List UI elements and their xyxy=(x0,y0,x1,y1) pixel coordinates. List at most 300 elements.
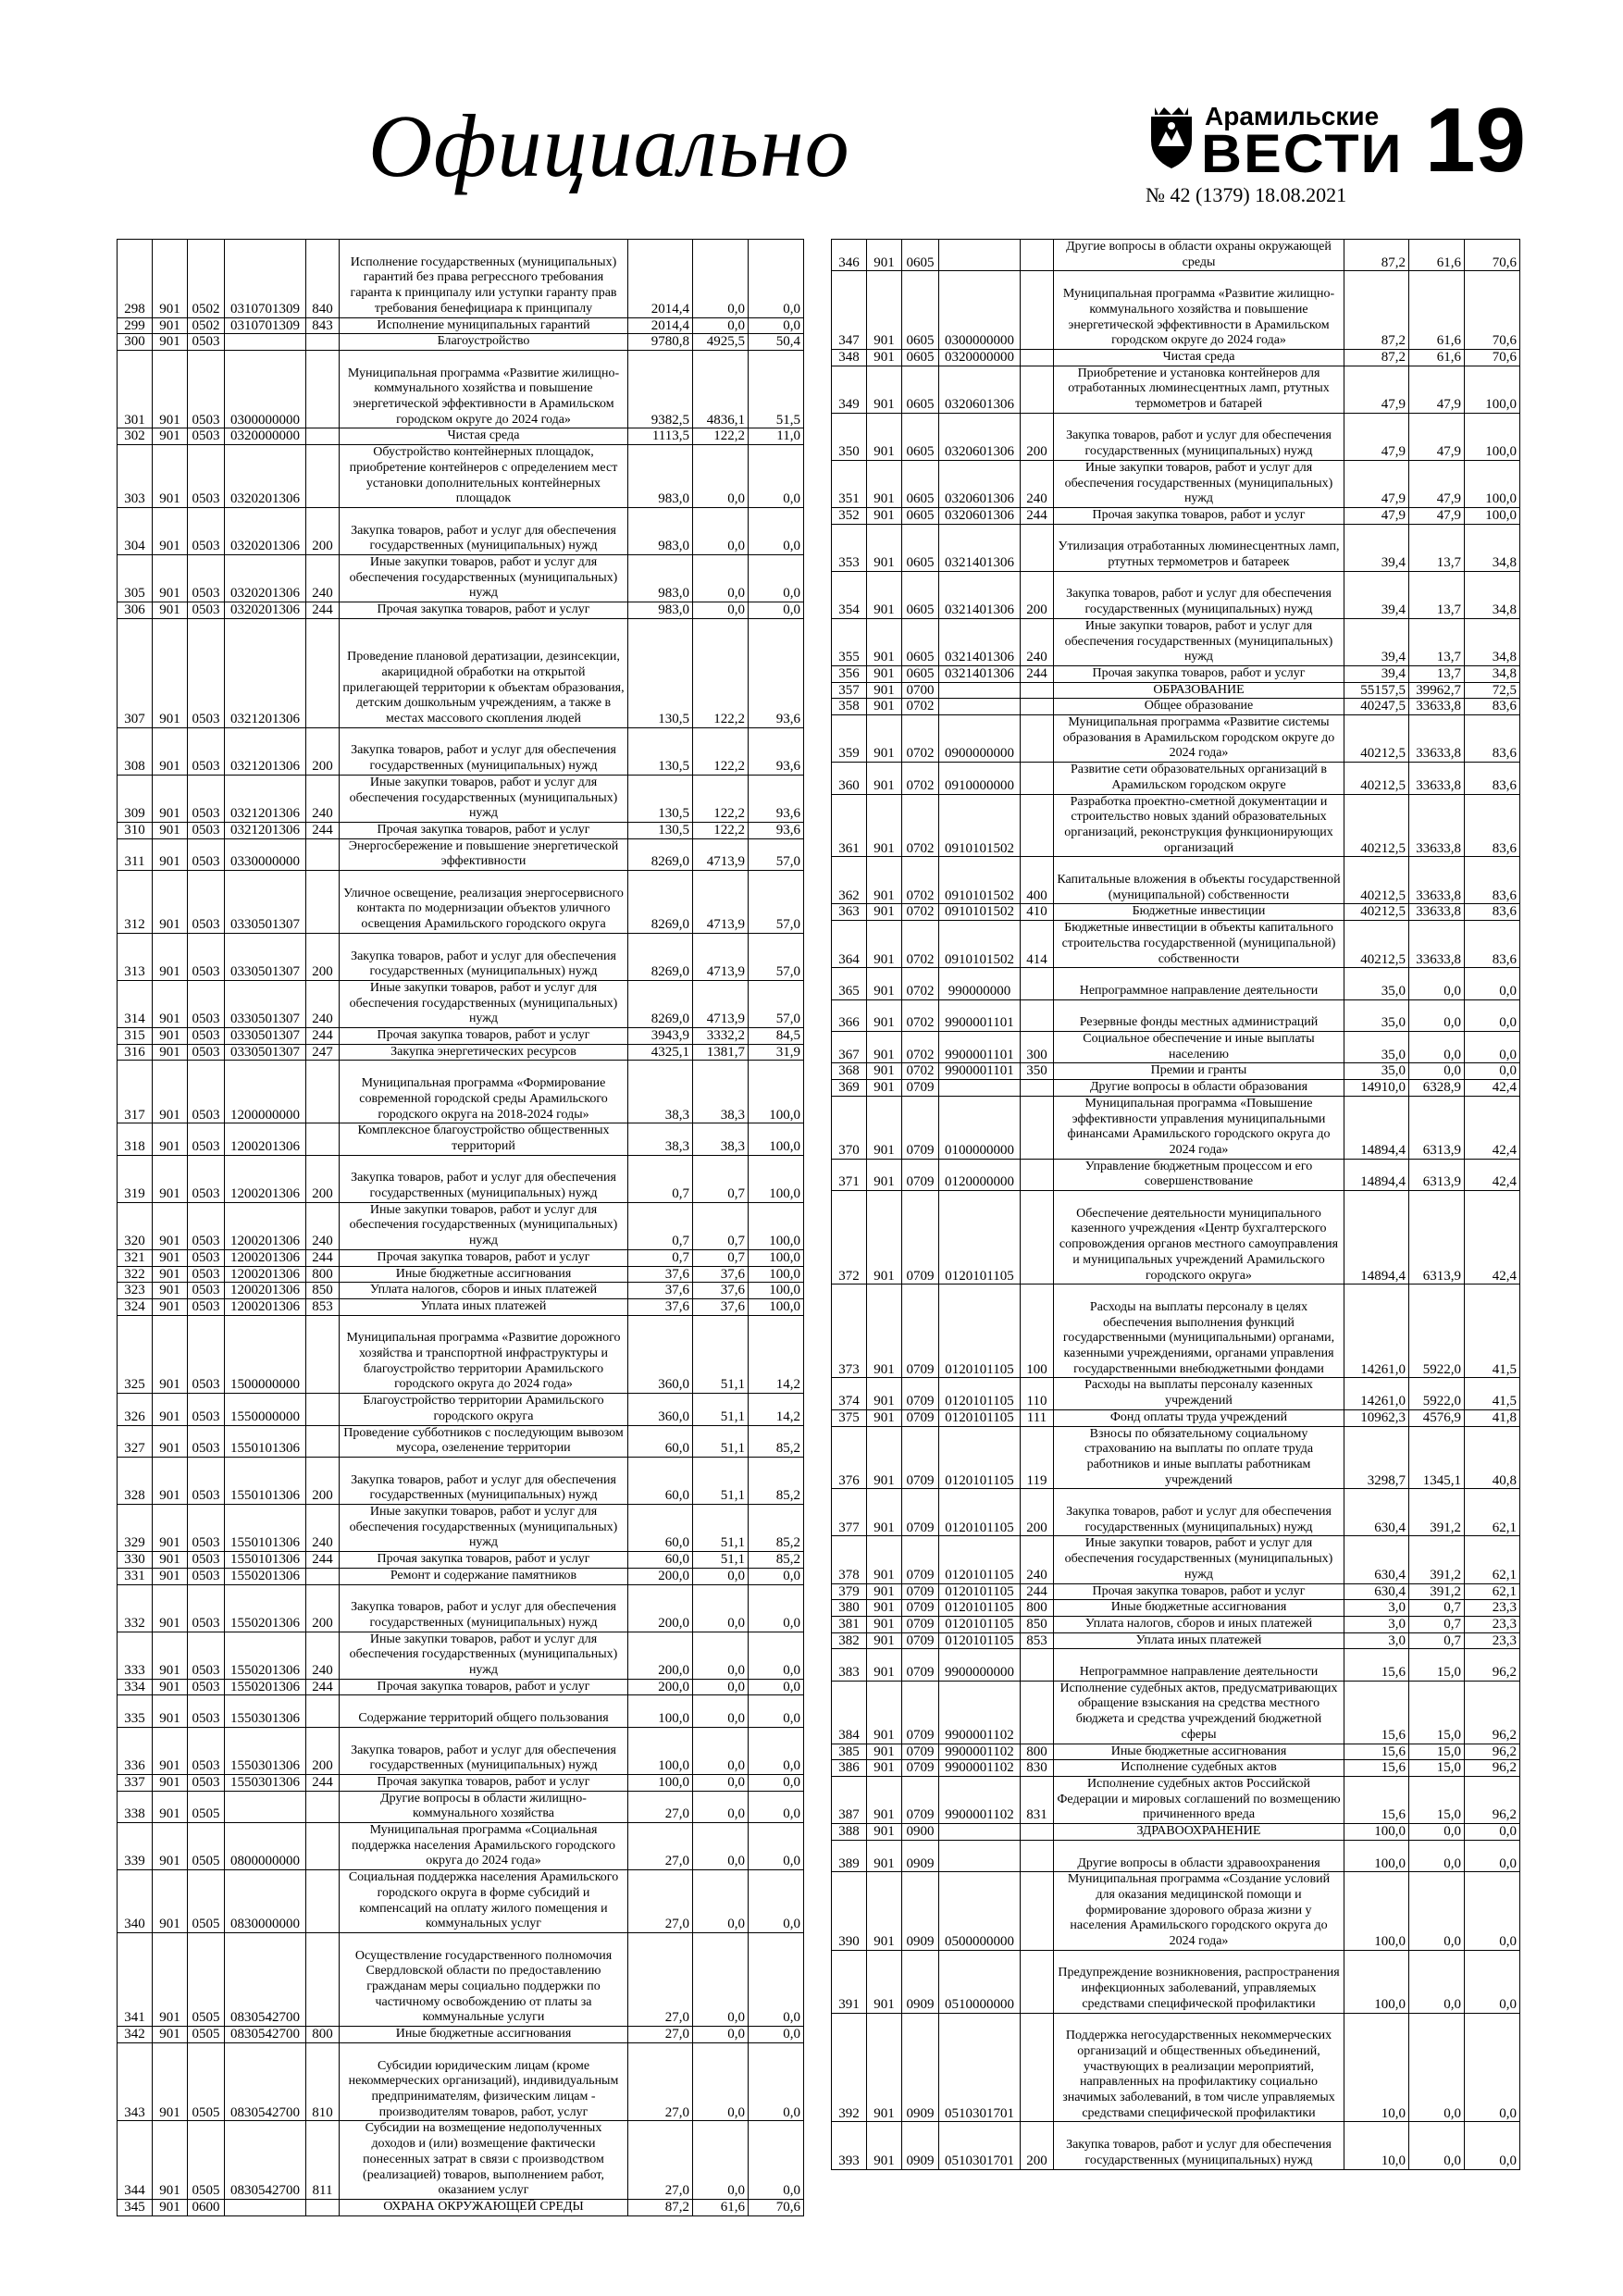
expense-type-code: 800 xyxy=(306,2027,340,2043)
row-description: Закупка товаров, работ и услуг для обеспечения государственных (муниципальных) нужд xyxy=(340,1155,628,1202)
row-description: Предупреждение возникновения, распространения инфекционных заболеваний, управляемых средствами специфической профилактики xyxy=(1054,1950,1344,2013)
row-description: Муниципальная программа «Создание условий для оказания медицинской помощи и формирование здорового образа жизни у населения Арамильского городского округа до 2024 года» xyxy=(1054,1872,1344,1951)
row-description: Взносы по обязательному социальному страхованию на выплаты по оплате труда работников и иные выплаты работникам учреждений xyxy=(1054,1426,1344,1489)
executed-amount: 38,3 xyxy=(693,1123,749,1155)
table-row xyxy=(118,428,804,445)
row-number: 331 xyxy=(118,1568,153,1584)
table-row xyxy=(118,555,804,602)
planned-amount: 200,0 xyxy=(628,1568,693,1584)
row-description: Иные закупки товаров, работ и услуг для обеспечения государственных (муниципальных) нужд xyxy=(340,1505,628,1552)
section-code: 0605 xyxy=(902,665,939,682)
expense-type-code xyxy=(1021,794,1054,857)
admin-code: 901 xyxy=(867,571,902,618)
planned-amount: 3298,7 xyxy=(1344,1426,1409,1489)
target-article-code: 0321401306 xyxy=(939,571,1021,618)
planned-amount: 39,4 xyxy=(1344,665,1409,682)
execution-percent: 83,6 xyxy=(1465,921,1520,968)
section-code: 0700 xyxy=(902,682,939,699)
section-code: 0503 xyxy=(188,1123,225,1155)
table-row xyxy=(118,334,804,351)
target-article-code: 1550201306 xyxy=(225,1679,306,1695)
row-number: 384 xyxy=(832,1681,867,1744)
row-description: Уплата иных платежей xyxy=(1054,1632,1344,1649)
section-code: 0900 xyxy=(902,1824,939,1841)
admin-code: 901 xyxy=(153,933,188,980)
admin-code: 901 xyxy=(867,1600,902,1617)
row-number: 379 xyxy=(832,1583,867,1600)
admin-code: 901 xyxy=(867,1777,902,1824)
planned-amount: 55157,5 xyxy=(1344,682,1409,699)
target-article-code: 0320000000 xyxy=(225,428,306,445)
executed-amount: 122,2 xyxy=(693,428,749,445)
executed-amount: 122,2 xyxy=(693,775,749,822)
planned-amount: 27,0 xyxy=(628,1823,693,1870)
row-number: 380 xyxy=(832,1600,867,1617)
row-description: Муниципальная программа «Развитие жилищно-коммунального хозяйства и повышение энергетической эффективности в Арамильском городском округе до 2024 года» xyxy=(1054,271,1344,350)
planned-amount: 35,0 xyxy=(1344,968,1409,999)
row-number: 383 xyxy=(832,1649,867,1681)
row-number: 389 xyxy=(832,1840,867,1871)
executed-amount: 0,0 xyxy=(1409,1872,1465,1951)
target-article-code: 0910101502 xyxy=(939,857,1021,904)
row-number: 376 xyxy=(832,1426,867,1489)
planned-amount: 15,6 xyxy=(1344,1744,1409,1760)
execution-percent: 70,6 xyxy=(1465,271,1520,350)
execution-percent: 41,5 xyxy=(1465,1378,1520,1409)
row-number: 344 xyxy=(118,2121,153,2200)
table-row xyxy=(118,1394,804,1425)
expense-type-code xyxy=(1021,682,1054,699)
executed-amount: 51,1 xyxy=(693,1505,749,1552)
row-number: 310 xyxy=(118,822,153,838)
expense-type-code xyxy=(306,838,340,870)
expense-type-code xyxy=(1021,524,1054,571)
row-description: Иные бюджетные ассигнования xyxy=(340,1266,628,1283)
section-code: 0702 xyxy=(902,904,939,921)
section-code: 0605 xyxy=(902,524,939,571)
target-article-code: 1550301306 xyxy=(225,1727,306,1774)
row-description: Иные закупки товаров, работ и услуг для обеспечения государственных (муниципальных) нужд xyxy=(340,1632,628,1679)
row-description: ОБРАЗОВАНИЕ xyxy=(1054,682,1344,699)
expense-type-code xyxy=(1021,999,1054,1031)
admin-code: 901 xyxy=(153,428,188,445)
execution-percent: 83,6 xyxy=(1465,699,1520,715)
planned-amount: 360,0 xyxy=(628,1315,693,1394)
execution-percent: 0,0 xyxy=(749,555,804,602)
expense-type-code: 240 xyxy=(306,555,340,602)
execution-percent: 100,0 xyxy=(1465,460,1520,507)
table-row xyxy=(118,1425,804,1457)
row-number: 363 xyxy=(832,904,867,921)
row-number: 312 xyxy=(118,871,153,934)
issue-info: № 42 (1379) 18.08.2021 xyxy=(1146,183,1347,206)
row-number: 387 xyxy=(832,1777,867,1824)
table-row xyxy=(118,1727,804,1774)
logo-main-text: ВЕСТИ xyxy=(1201,124,1404,184)
admin-code: 901 xyxy=(153,1283,188,1299)
page-header xyxy=(0,0,1623,231)
executed-amount: 51,1 xyxy=(693,1457,749,1504)
admin-code: 901 xyxy=(867,1489,902,1536)
section-code: 0503 xyxy=(188,1028,225,1045)
row-description: Закупка товаров, работ и услуг для обеспечения государственных (муниципальных) нужд xyxy=(340,507,628,554)
section-code: 0502 xyxy=(188,317,225,334)
executed-amount: 33633,8 xyxy=(1409,857,1465,904)
expense-type-code xyxy=(306,1933,340,2027)
table-row xyxy=(118,871,804,934)
expense-type-code: 800 xyxy=(1021,1600,1054,1617)
table-row xyxy=(832,682,1520,699)
row-description: Утилизация отработанных люминесцентных ламп, ртутных термометров и батареек xyxy=(1054,524,1344,571)
row-number: 320 xyxy=(118,1202,153,1249)
planned-amount: 100,0 xyxy=(1344,1950,1409,2013)
planned-amount: 35,0 xyxy=(1344,1063,1409,1080)
admin-code: 901 xyxy=(153,1044,188,1061)
row-number: 299 xyxy=(118,317,153,334)
table-row xyxy=(832,1063,1520,1080)
planned-amount: 983,0 xyxy=(628,507,693,554)
section-code: 0503 xyxy=(188,507,225,554)
expense-type-code: 831 xyxy=(1021,1777,1054,1824)
admin-code: 901 xyxy=(867,715,902,763)
executed-amount: 1381,7 xyxy=(693,1044,749,1061)
execution-percent: 34,8 xyxy=(1465,571,1520,618)
execution-percent: 0,0 xyxy=(1465,999,1520,1031)
section-code: 0503 xyxy=(188,618,225,727)
section-code: 0600 xyxy=(188,2199,225,2215)
admin-code: 901 xyxy=(867,665,902,682)
admin-code: 901 xyxy=(867,1632,902,1649)
section-code: 0503 xyxy=(188,933,225,980)
execution-percent: 0,0 xyxy=(749,1568,804,1584)
target-article-code: 0330000000 xyxy=(225,838,306,870)
row-description: Закупка товаров, работ и услуг для обеспечения государственных (муниципальных) нужд xyxy=(340,1457,628,1504)
row-number: 336 xyxy=(118,1727,153,1774)
execution-percent: 0,0 xyxy=(1465,1063,1520,1080)
table-row xyxy=(832,366,1520,413)
row-description: Осуществление государственного полномочия Свердловской области по предоставлению гражданам меры социально поддержки по частичному освобождению от платы за коммунальные услуги xyxy=(340,1933,628,2027)
admin-code: 901 xyxy=(153,1394,188,1425)
section-code: 0702 xyxy=(902,1032,939,1063)
section-code: 0709 xyxy=(902,1378,939,1409)
executed-amount: 51,1 xyxy=(693,1552,749,1569)
execution-percent: 14,2 xyxy=(749,1315,804,1394)
table-row xyxy=(118,1283,804,1299)
section-code: 0505 xyxy=(188,2027,225,2043)
execution-percent: 0,0 xyxy=(749,1632,804,1679)
planned-amount: 15,6 xyxy=(1344,1777,1409,1824)
section-code: 0505 xyxy=(188,1870,225,1933)
expense-type-code: 100 xyxy=(1021,1285,1054,1378)
target-article-code: 0321401306 xyxy=(939,618,1021,665)
planned-amount: 60,0 xyxy=(628,1457,693,1504)
section-code: 0503 xyxy=(188,1505,225,1552)
admin-code: 901 xyxy=(153,1028,188,1045)
row-description: Муниципальная программа «Социальная поддержка населения Арамильского городского округа до 2024 года» xyxy=(340,1823,628,1870)
section-code: 0709 xyxy=(902,1191,939,1285)
row-number: 345 xyxy=(118,2199,153,2215)
admin-code: 901 xyxy=(153,1568,188,1584)
section-code: 0503 xyxy=(188,1315,225,1394)
table-row xyxy=(832,1191,1520,1285)
executed-amount: 4576,9 xyxy=(1409,1409,1465,1426)
table-row xyxy=(118,2042,804,2121)
planned-amount: 87,2 xyxy=(1344,349,1409,366)
row-number: 316 xyxy=(118,1044,153,1061)
table-row xyxy=(118,602,804,619)
target-article-code: 0830542700 xyxy=(225,2027,306,2043)
admin-code: 901 xyxy=(867,682,902,699)
row-description: Прочая закупка товаров, работ и услуг xyxy=(340,1774,628,1791)
executed-amount: 6313,9 xyxy=(1409,1191,1465,1285)
execution-percent: 85,2 xyxy=(749,1425,804,1457)
planned-amount: 630,4 xyxy=(1344,1536,1409,1583)
executed-amount: 0,0 xyxy=(693,1870,749,1933)
executed-amount: 0,0 xyxy=(693,1774,749,1791)
expense-type-code: 240 xyxy=(1021,618,1054,665)
executed-amount: 0,0 xyxy=(693,1679,749,1695)
target-article-code xyxy=(939,1840,1021,1871)
expense-type-code: 244 xyxy=(306,1774,340,1791)
admin-code: 901 xyxy=(153,838,188,870)
table-row xyxy=(118,445,804,508)
expense-type-code: 843 xyxy=(306,317,340,334)
admin-code: 901 xyxy=(867,1744,902,1760)
row-description: Разработка проектно-сметной документации и строительство новых зданий образовательных организаций, реконструкция функционирующих организаций xyxy=(1054,794,1344,857)
section-code: 0503 xyxy=(188,1679,225,1695)
section-code: 0709 xyxy=(902,1681,939,1744)
admin-code: 901 xyxy=(153,1552,188,1569)
execution-percent: 100,0 xyxy=(749,1266,804,1283)
executed-amount: 0,0 xyxy=(693,1727,749,1774)
table-row xyxy=(118,1933,804,2027)
target-article-code: 1200201306 xyxy=(225,1283,306,1299)
execution-percent: 93,6 xyxy=(749,822,804,838)
row-number: 360 xyxy=(832,763,867,794)
admin-code: 901 xyxy=(153,240,188,318)
table-row xyxy=(118,240,804,318)
planned-amount: 38,3 xyxy=(628,1123,693,1155)
admin-code: 901 xyxy=(153,1679,188,1695)
expense-type-code xyxy=(1021,1191,1054,1285)
table-row xyxy=(832,2122,1520,2169)
section-code: 0605 xyxy=(902,240,939,271)
execution-percent: 0,0 xyxy=(749,507,804,554)
planned-amount: 10962,3 xyxy=(1344,1409,1409,1426)
execution-percent: 0,0 xyxy=(749,1823,804,1870)
executed-amount: 4713,9 xyxy=(693,980,749,1027)
execution-percent: 96,2 xyxy=(1465,1760,1520,1777)
executed-amount: 0,0 xyxy=(693,1791,749,1822)
target-article-code: 0120101105 xyxy=(939,1191,1021,1285)
table-row xyxy=(118,1457,804,1504)
expense-type-code xyxy=(1021,715,1054,763)
newspaper-logo xyxy=(1146,100,1404,184)
budget-table-left xyxy=(117,239,804,2216)
expense-type-code: 853 xyxy=(306,1298,340,1315)
target-article-code xyxy=(939,1080,1021,1097)
row-number: 305 xyxy=(118,555,153,602)
table-row xyxy=(832,1583,1520,1600)
row-number: 317 xyxy=(118,1061,153,1123)
table-row xyxy=(118,1123,804,1155)
execution-percent: 93,6 xyxy=(749,727,804,775)
admin-code: 901 xyxy=(153,1249,188,1266)
row-number: 355 xyxy=(832,618,867,665)
executed-amount: 5922,0 xyxy=(1409,1378,1465,1409)
executed-amount: 0,0 xyxy=(1409,1063,1465,1080)
planned-amount: 2014,4 xyxy=(628,240,693,318)
target-article-code: 0330501307 xyxy=(225,871,306,934)
section-code: 0503 xyxy=(188,822,225,838)
executed-amount: 37,6 xyxy=(693,1266,749,1283)
table-row xyxy=(832,1681,1520,1744)
target-article-code: 0321401306 xyxy=(939,665,1021,682)
admin-code: 901 xyxy=(153,618,188,727)
executed-amount: 47,9 xyxy=(1409,366,1465,413)
table-row xyxy=(832,571,1520,618)
target-article-code: 0321201306 xyxy=(225,822,306,838)
execution-percent: 0,0 xyxy=(749,1695,804,1727)
executed-amount: 13,7 xyxy=(1409,571,1465,618)
section-code: 0503 xyxy=(188,350,225,428)
target-article-code: 0100000000 xyxy=(939,1096,1021,1159)
executed-amount: 5922,0 xyxy=(1409,1285,1465,1378)
execution-percent: 83,6 xyxy=(1465,763,1520,794)
table-row xyxy=(832,460,1520,507)
execution-percent: 0,0 xyxy=(749,2027,804,2043)
planned-amount: 8269,0 xyxy=(628,933,693,980)
target-article-code: 1200201306 xyxy=(225,1266,306,1283)
table-row xyxy=(832,1744,1520,1760)
target-article-code: 1550201306 xyxy=(225,1632,306,1679)
execution-percent: 72,5 xyxy=(1465,682,1520,699)
row-number: 337 xyxy=(118,1774,153,1791)
section-code: 0503 xyxy=(188,1298,225,1315)
planned-amount: 3943,9 xyxy=(628,1028,693,1045)
planned-amount: 9780,8 xyxy=(628,334,693,351)
section-code: 0503 xyxy=(188,727,225,775)
section-code: 0709 xyxy=(902,1285,939,1378)
expense-type-code: 200 xyxy=(306,1727,340,1774)
row-description: Энергосбережение и повышение энергетической эффективности xyxy=(340,838,628,870)
expense-type-code: 200 xyxy=(1021,1489,1054,1536)
expense-type-code xyxy=(1021,271,1054,350)
row-number: 315 xyxy=(118,1028,153,1045)
planned-amount: 100,0 xyxy=(1344,1824,1409,1841)
section-code: 0605 xyxy=(902,366,939,413)
execution-percent: 62,1 xyxy=(1465,1536,1520,1583)
execution-percent: 83,6 xyxy=(1465,857,1520,904)
execution-percent: 70,6 xyxy=(1465,240,1520,271)
table-row xyxy=(832,1096,1520,1159)
table-row xyxy=(118,727,804,775)
section-code: 0709 xyxy=(902,1489,939,1536)
expense-type-code xyxy=(1021,1681,1054,1744)
planned-amount: 15,6 xyxy=(1344,1681,1409,1744)
target-article-code: 0120101105 xyxy=(939,1489,1021,1536)
planned-amount: 35,0 xyxy=(1344,1032,1409,1063)
admin-code: 901 xyxy=(867,1378,902,1409)
row-number: 324 xyxy=(118,1298,153,1315)
execution-percent: 0,0 xyxy=(749,445,804,508)
row-number: 350 xyxy=(832,413,867,460)
admin-code: 901 xyxy=(867,1426,902,1489)
expense-type-code: 244 xyxy=(306,602,340,619)
admin-code: 901 xyxy=(867,1824,902,1841)
target-article-code: 0120101105 xyxy=(939,1616,1021,1632)
table-row xyxy=(118,1568,804,1584)
row-number: 347 xyxy=(832,271,867,350)
admin-code: 901 xyxy=(867,1409,902,1426)
table-row xyxy=(118,1028,804,1045)
row-number: 306 xyxy=(118,602,153,619)
row-number: 382 xyxy=(832,1632,867,1649)
admin-code: 901 xyxy=(867,460,902,507)
executed-amount: 391,2 xyxy=(1409,1489,1465,1536)
admin-code: 901 xyxy=(867,240,902,271)
executed-amount: 122,2 xyxy=(693,618,749,727)
row-number: 338 xyxy=(118,1791,153,1822)
row-number: 351 xyxy=(832,460,867,507)
planned-amount: 27,0 xyxy=(628,1791,693,1822)
expense-type-code xyxy=(306,1791,340,1822)
planned-amount: 87,2 xyxy=(628,2199,693,2215)
expense-type-code: 240 xyxy=(1021,460,1054,507)
execution-percent: 96,2 xyxy=(1465,1777,1520,1824)
target-article-code: 9900001102 xyxy=(939,1777,1021,1824)
section-code: 0709 xyxy=(902,1616,939,1632)
target-article-code: 0320201306 xyxy=(225,445,306,508)
planned-amount: 14261,0 xyxy=(1344,1378,1409,1409)
row-description: Расходы на выплаты персоналу в целях обеспечения выполнения функций государственными (муниципальными) органами, казенными учреждениями, органами управления государственными внебюджетными фондами xyxy=(1054,1285,1344,1378)
target-article-code xyxy=(939,682,1021,699)
expense-type-code xyxy=(306,871,340,934)
section-code: 0909 xyxy=(902,2013,939,2122)
executed-amount: 33633,8 xyxy=(1409,921,1465,968)
row-description: Закупка товаров, работ и услуг для обеспечения государственных (муниципальных) нужд xyxy=(1054,413,1344,460)
row-number: 392 xyxy=(832,2013,867,2122)
planned-amount: 200,0 xyxy=(628,1632,693,1679)
executed-amount: 15,0 xyxy=(1409,1777,1465,1824)
expense-type-code: 200 xyxy=(1021,413,1054,460)
target-article-code: 0330501307 xyxy=(225,1044,306,1061)
execution-percent: 100,0 xyxy=(1465,366,1520,413)
admin-code: 901 xyxy=(867,1760,902,1777)
expense-type-code xyxy=(306,1695,340,1727)
table-row xyxy=(118,507,804,554)
row-number: 358 xyxy=(832,699,867,715)
section-code: 0709 xyxy=(902,1649,939,1681)
expense-type-code: 244 xyxy=(306,822,340,838)
section-code: 0503 xyxy=(188,1266,225,1283)
row-description: Прочая закупка товаров, работ и услуг xyxy=(1054,507,1344,524)
target-article-code: 1550201306 xyxy=(225,1568,306,1584)
execution-percent: 100,0 xyxy=(749,1283,804,1299)
admin-code: 901 xyxy=(867,1080,902,1097)
row-number: 388 xyxy=(832,1824,867,1841)
section-code: 0709 xyxy=(902,1159,939,1190)
row-description: Муниципальная программа «Повышение эффективности управления муниципальными финансами Арамильского городского округа до 2024 года» xyxy=(1054,1096,1344,1159)
row-description: Муниципальная программа «Развитие дорожного хозяйства и транспортной инфраструктуры и благоустройство территории Арамильского городского округа до 2024 года» xyxy=(340,1315,628,1394)
row-number: 339 xyxy=(118,1823,153,1870)
execution-percent: 0,0 xyxy=(1465,1824,1520,1841)
row-number: 354 xyxy=(832,571,867,618)
planned-amount: 15,6 xyxy=(1344,1760,1409,1777)
executed-amount: 0,0 xyxy=(693,1695,749,1727)
execution-percent: 34,8 xyxy=(1465,524,1520,571)
expense-type-code: 850 xyxy=(306,1283,340,1299)
